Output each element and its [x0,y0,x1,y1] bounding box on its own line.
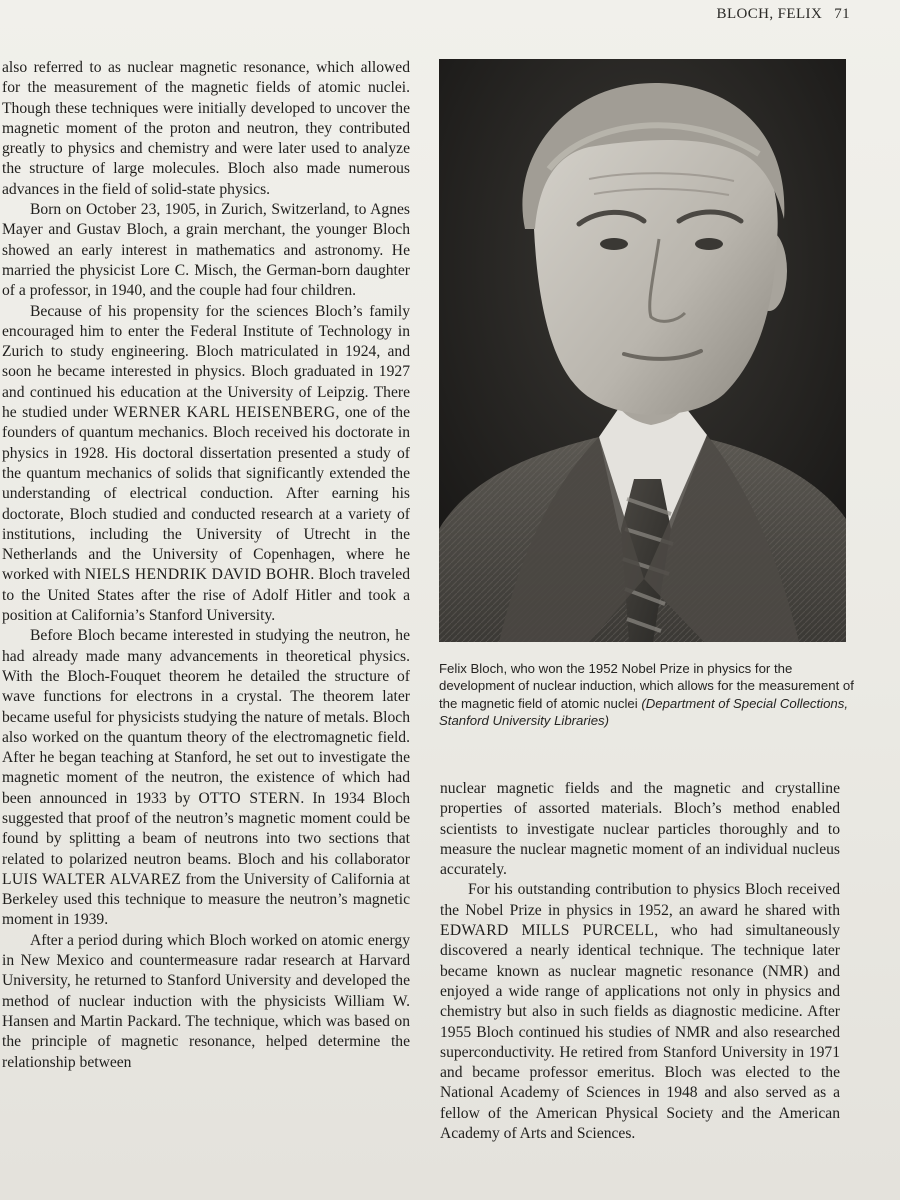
running-head [717,6,850,23]
portrait-illustration [439,59,846,642]
paragraph: nuclear magnetic fields and the magnetic and crystalline properties of assorted materials. Bloch’s method enabled scientists to investigate nuclear particles thoroughly and to measure the nuclear magnetic moment of an individual nucleus accurately. [440,780,840,879]
caption-credit: (Department of Special Collections, Stanford University Libraries) [439,695,849,729]
cross-reference-name: LUIS WALTER ALVAREZ [2,870,182,888]
paragraph: After a period during which Bloch worked on atomic energy in New Mexico and countermeasure radar research at Harvard University, he returned to Stanford University and developed the method of nuclear induction with the physicists William W. Hansen and Martin Packard. The technique, which was based on the principle of magnetic resonance, helped determine the relationship between [2,931,410,1071]
paragraph: Born on October 23, 1905, in Zurich, Switzerland, to Agnes Mayer and Gustav Bloch, a grain merchant, the younger Bloch showed an early interest in mathematics and astronomy. He married the physicist Lore C. Misch, the German-born daughter of a professor, in 1940, and the couple had four children. [2,201,410,300]
paragraph [2,302,410,627]
left-text-column [2,58,410,1073]
text-run: For his outstanding contribution to physics Bloch received the Nobel Prize in physics in 1952, an award he shared with [440,881,840,919]
cross-reference-name: EDWARD MILLS PURCELL [440,922,655,940]
text-run: , who had simultaneously discovered a nearly identical technique. The technique later became known as nuclear magnetic resonance (NMR) and enjoyed a wide range of applications not only in physics and chemistry but also in such fields as diagnostic medicine. After 1955 Bloch continued his studies of NMR and also researched superconductivity. He retired from Stanford University in 1971 and became professor emeritus. Bloch was elected to the National Academy of Sciences in 1948 and also served as a fellow of the American Physical Society and the American Academy of Arts and Sciences. [440,922,840,1143]
text-run: from the University of California at Berkeley used this technique to measure the neutron’s magnetic moment in 1939. [2,870,410,929]
cross-reference-name: WERNER KARL HEISENBERG [113,404,336,422]
text-run: Because of his propensity for the sciences Bloch’s family encouraged him to enter the Federal Institute of Technology in Zurich to study engineering. Bloch matriculated in 1924, and soon he became interested in physics. Bloch graduated in 1927 and continued his education at the University of Leipzig. There he studied under [2,302,410,422]
paragraph [2,626,410,930]
cross-reference-name: NIELS HENDRIK DAVID BOHR [84,566,311,584]
page-number: 71 [834,6,850,22]
running-title: BLOCH, FELIX [716,6,823,22]
text-run: Before Bloch became interested in studying the neutron, he had already made many advancements in theoretical physics. With the Bloch-Fouquet theorem he detailed the structure of wave functions for electrons in a crystal. The theorem later became useful for physicists studying the nature of metals. Bloch also worked on the quantum theory of the electromagnetic field. After he began teaching at Stanford, he set out to investigate the magnetic moment of the neutron, the existence of which had been announced in 1933 by [2,627,410,807]
caption-text: Felix Bloch, who won the 1952 Nobel Prize in physics for the development of nuclear induction, which allows for the measurement of the magnetic field of atomic nuclei [439,661,854,711]
cross-reference-name: OTTO STERN [198,789,301,807]
portrait-photo [439,59,846,642]
photo-caption [439,660,859,730]
paragraph [440,880,840,1144]
text-run: . In 1934 Bloch suggested that proof of the neutron’s magnetic moment could be found by splitting a beam of neutrons into two sections that related to polarized neutron beams. Bloch and his collaborator [2,789,410,868]
paragraph: also referred to as nuclear magnetic resonance, which allowed for the measurement of the magnetic fields of atomic nuclei. Though these techniques were initially developed to uncover the magnetic moment of the proton and neutron, they contributed greatly to physics and chemistry and were later used to analyze the structure of large molecules. Bloch also made numerous advances in the field of solid-state physics. [2,59,410,198]
text-run: . Bloch traveled to the United States after the rise of Adolf Hitler and took a position at California’s Stanford University. [2,566,410,625]
right-text-column [440,779,840,1144]
text-run: , one of the founders of quantum mechanics. Bloch received his doctorate in physics in 1928. His doctoral dissertation presented a study of the quantum mechanics of solids that significantly extended the understanding of electrical conduction. After earning his doctorate, Bloch studied and conducted research at a variety of institutions, including the University of Utrecht in the Netherlands and the University of Copenhagen, where he worked with [2,404,410,584]
